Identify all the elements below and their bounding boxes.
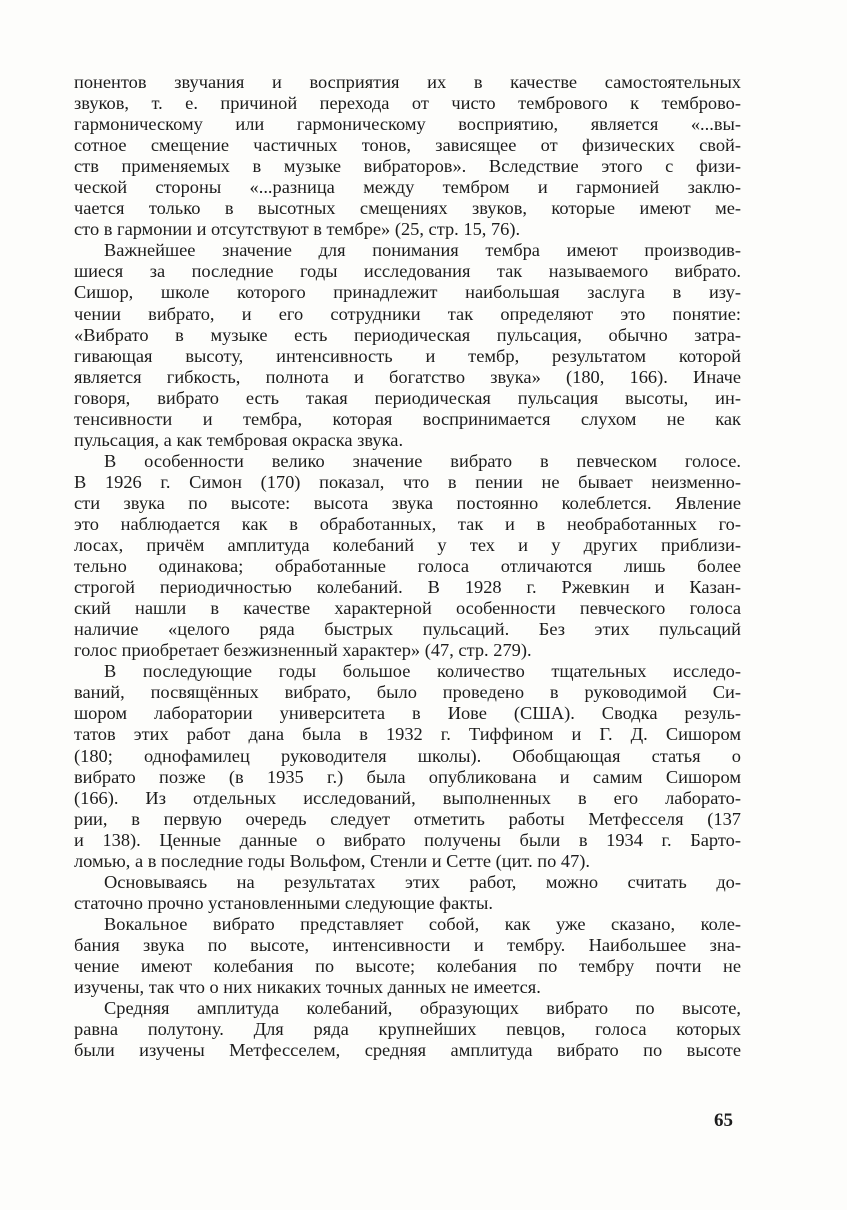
text-line: В 1926 г. Симон (170) показал, что в пении не бывает неизменно- bbox=[74, 471, 741, 492]
text-line: Вокальное вибрато представляет собой, как уже сказано, коле- bbox=[104, 913, 741, 934]
text-line: голос приобретает безжизненный характер» (47, стр. 279). bbox=[74, 640, 532, 661]
text-line: лосах, причём амплитуда колебаний у тех и у других приблизи- bbox=[74, 535, 741, 556]
text-line: сто в гармонии и отсутствуют в тембре» (25, стр. 15, 76). bbox=[74, 219, 521, 240]
text-line: ств применяемых в музыке вибраторов». Вследствие этого с физи- bbox=[74, 156, 741, 177]
text-line: это наблюдается как в обработанных, так и в необработанных го- bbox=[74, 513, 741, 534]
text-line: понентов звучания и восприятия их в качестве самостоятельных bbox=[74, 72, 741, 92]
text-line: «Вибрато в музыке есть периодическая пульсация, обычно затра- bbox=[74, 324, 741, 345]
text-line: Важнейшее значение для понимания тембра имеют производив- bbox=[104, 240, 741, 261]
text-line: Сишор, школе которого принадлежит наибольшая заслуга в изу- bbox=[74, 282, 741, 303]
text-line: гивающая высоту, интенсивность и тембр, результатом которой bbox=[74, 345, 741, 366]
text-line: (166). Из отдельных исследований, выполненных в его лаборато- bbox=[74, 787, 741, 808]
text-line: тенсивности и тембра, которая воспринимается слухом не как bbox=[74, 408, 741, 429]
text-line: Средняя амплитуда колебаний, образующих вибрато по высоте, bbox=[104, 998, 741, 1019]
text-line: В особенности велико значение вибрато в певческом голосе. bbox=[104, 450, 741, 471]
text-line: бания звука по высоте, интенсивности и тембру. Наибольшее зна- bbox=[74, 934, 741, 955]
text-line: звуков, т. е. причиной перехода от чисто тембрового к темброво- bbox=[74, 93, 741, 114]
text-line: татов этих работ дана была в 1932 г. Тиффином и Г. Д. Сишором bbox=[74, 724, 741, 745]
paragraph bbox=[74, 998, 741, 1061]
text-line: сти звука по высоте: высота звука постоянно колеблется. Явление bbox=[74, 492, 741, 513]
text-line: ский нашли в качестве характерной особенности певческого голоса bbox=[74, 598, 741, 619]
paragraph bbox=[74, 661, 741, 871]
text-line: шиеся за последние годы исследования так называемого вибрато. bbox=[74, 261, 741, 282]
text-line: чении вибрато, и его сотрудники так определяют это понятие: bbox=[74, 303, 741, 324]
page-number: 65 bbox=[714, 1110, 733, 1131]
text-line: (180; однофамилец руководителя школы). Обобщающая статья о bbox=[74, 745, 741, 766]
text-line: статочно прочно установленными следующие факты. bbox=[74, 892, 493, 913]
body-text bbox=[74, 72, 741, 1061]
text-line: говоря, вибрато есть такая периодическая пульсация высоты, ин- bbox=[74, 387, 741, 408]
text-line: ломью, а в последние годы Вольфом, Стенли и Сетте (цит. по 47). bbox=[74, 850, 591, 871]
text-line: рии, в первую очередь следует отметить работы Метфесселя (137 bbox=[74, 808, 741, 829]
text-line: тельно одинакова; обработанные голоса отличаются лишь более bbox=[74, 556, 741, 577]
text-line: строгой периодичностью колебаний. В 1928 г. Ржевкин и Казан- bbox=[74, 577, 741, 598]
paragraph bbox=[74, 72, 741, 240]
text-line: чение имеют колебания по высоте; колебания по тембру почти не bbox=[74, 955, 741, 976]
paragraph bbox=[74, 872, 741, 914]
text-line: пульсация, а как тембровая окраска звука. bbox=[74, 429, 404, 450]
text-line: вибрато позже (в 1935 г.) была опубликована и самим Сишором bbox=[74, 766, 741, 787]
text-line: ческой стороны «...разница между тембром и гармонией заклю- bbox=[74, 177, 741, 198]
text-line: гармоническому или гармоническому восприятию, является «...вы- bbox=[74, 114, 741, 135]
paragraph bbox=[74, 914, 741, 998]
text-line: В последующие годы большое количество тщательных исследо- bbox=[104, 661, 741, 682]
text-line: изучены, так что о них никаких точных данных не имеется. bbox=[74, 977, 541, 998]
text-line: равна полутону. Для ряда крупнейших певцов, голоса которых bbox=[74, 1019, 741, 1040]
text-line: является гибкость, полнота и богатство звука» (180, 166). Иначе bbox=[74, 366, 741, 387]
text-line: чается только в высотных смещениях звуков, которые имеют ме- bbox=[74, 198, 741, 219]
paragraph bbox=[74, 240, 741, 450]
text-line: сотное смещение частичных тонов, зависящее от физических свой- bbox=[74, 135, 741, 156]
text-line: ваний, посвящённых вибрато, было проведено в руководимой Си- bbox=[74, 682, 741, 703]
text-line: наличие «целого ряда быстрых пульсаций. Без этих пульсаций bbox=[74, 619, 741, 640]
text-line: были изучены Метфесселем, средняя амплитуда вибрато по высоте bbox=[74, 1040, 741, 1061]
paragraph bbox=[74, 451, 741, 661]
text-line: Основываясь на результатах этих работ, можно считать до- bbox=[104, 871, 741, 892]
text-line: шором лаборатории университета в Иове (США). Сводка резуль- bbox=[74, 703, 741, 724]
text-line: и 138). Ценные данные о вибрато получены были в 1934 г. Барто- bbox=[74, 829, 741, 850]
